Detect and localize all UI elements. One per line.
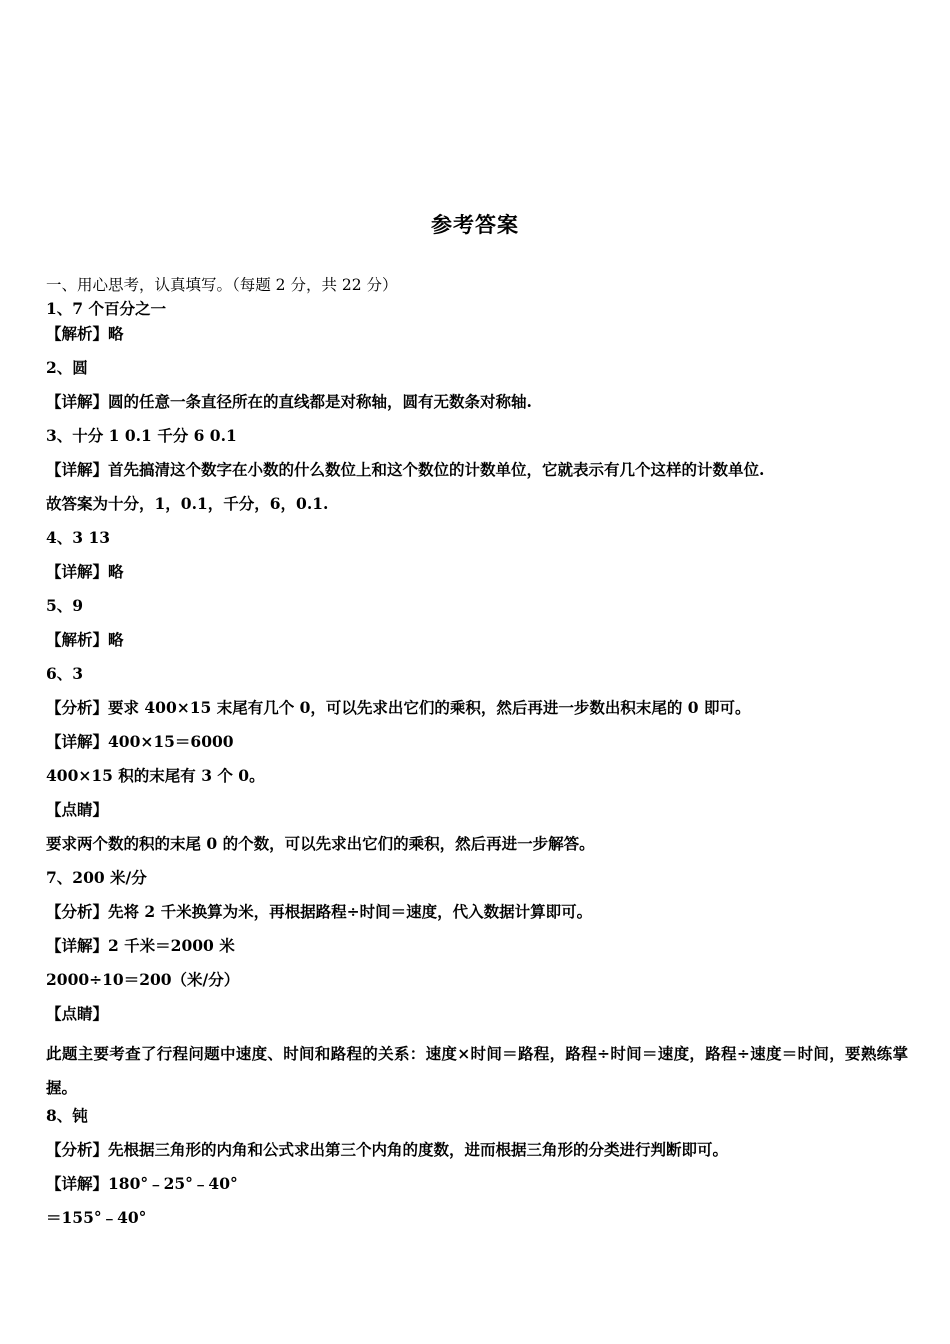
- answer-line: 4、3 13: [46, 528, 111, 547]
- answer-line: 6、3: [46, 664, 84, 683]
- answer-line-block: [46, 799, 908, 833]
- answer-line-block: [46, 561, 908, 595]
- answer-line: 2000÷10＝200（米/分）: [46, 970, 240, 989]
- answer-line: 2、圆: [46, 358, 88, 377]
- section-header: 一、用心思考，认真填写。（每题 2 分，共 22 分）: [46, 276, 398, 294]
- answer-line-block: [46, 298, 908, 323]
- answer-line: 要求两个数的积的末尾 0 的个数，可以先求出它们的乘积，然后再进一步解答。: [46, 834, 595, 853]
- answer-line: 【点睛】: [46, 800, 109, 819]
- answer-line-block: [46, 1105, 908, 1139]
- answer-line-block: [46, 663, 908, 697]
- answer-line-block: [46, 1003, 908, 1037]
- answer-line-block: [46, 357, 908, 391]
- answer-line: 【点睛】: [46, 1004, 109, 1023]
- answer-line-block: [46, 459, 908, 493]
- answer-line-block: [46, 1173, 908, 1207]
- answer-line: 【分析】先将 2 千米换算为米，再根据路程÷时间＝速度，代入数据计算即可。: [46, 902, 593, 921]
- answer-line: 【解析】略: [46, 324, 124, 343]
- answer-line-block: [46, 697, 908, 731]
- answer-line: 【分析】要求 400×15 末尾有几个 0，可以先求出它们的乘积，然后再进一步数出积末尾的 0 即可。: [46, 698, 751, 717]
- answer-line: 【解析】略: [46, 630, 124, 649]
- answer-line-block: [46, 731, 908, 765]
- answer-content: [46, 274, 908, 1241]
- answer-line: 400×15 积的末尾有 3 个 0。: [46, 766, 265, 785]
- answer-line-block: [46, 1139, 908, 1173]
- answer-line-block: [46, 1207, 908, 1241]
- answer-line-block: [46, 969, 908, 1003]
- answer-line-block: [46, 391, 908, 425]
- answer-line-block: [46, 595, 908, 629]
- answer-line-block: [46, 527, 908, 561]
- answer-line-block: [46, 935, 908, 969]
- answer-line: 5、9: [46, 596, 84, 615]
- answer-line: 【详解】圆的任意一条直径所在的直线都是对称轴，圆有无数条对称轴.: [46, 392, 532, 411]
- answer-line: 【详解】180°﹣25°﹣40°: [46, 1174, 238, 1193]
- answer-line-block: [46, 493, 908, 527]
- answer-line-block: [46, 867, 908, 901]
- page-title: 参考答案: [431, 212, 519, 237]
- answer-line: 【分析】先根据三角形的内角和公式求出第三个内角的度数，进而根据三角形的分类进行判断即可。: [46, 1140, 729, 1159]
- answer-line: 【详解】400×15＝6000: [46, 732, 234, 751]
- answer-line-block: [46, 833, 908, 867]
- answer-line: 故答案为十分，1，0.1，千分，6，0.1.: [46, 494, 329, 513]
- answer-line: 3、十分 1 0.1 千分 6 0.1: [46, 426, 237, 445]
- answer-line: 7、200 米/分: [46, 868, 147, 887]
- answer-line-block: [46, 901, 908, 935]
- answer-line-block: [46, 765, 908, 799]
- answer-line: 【详解】略: [46, 562, 124, 581]
- answer-line: 【详解】2 千米＝2000 米: [46, 936, 235, 955]
- answer-line-block: [46, 629, 908, 663]
- answer-line: 【详解】首先搞清这个数字在小数的什么数位上和这个数位的计数单位，它就表示有几个这样的计数单位.: [46, 460, 765, 479]
- answer-line: 1、7 个百分之一: [46, 299, 166, 318]
- answer-line: ＝155°﹣40°: [46, 1208, 147, 1227]
- answer-line-block: [46, 1037, 908, 1105]
- answer-line-block: [46, 323, 908, 357]
- answer-line: 8、钝: [46, 1106, 88, 1125]
- answer-line-block: [46, 425, 908, 459]
- answer-line: 此题主要考查了行程问题中速度、时间和路程的关系：速度×时间＝路程，路程÷时间＝速度，路程÷速度＝时间，要熟练掌握。: [46, 1044, 908, 1097]
